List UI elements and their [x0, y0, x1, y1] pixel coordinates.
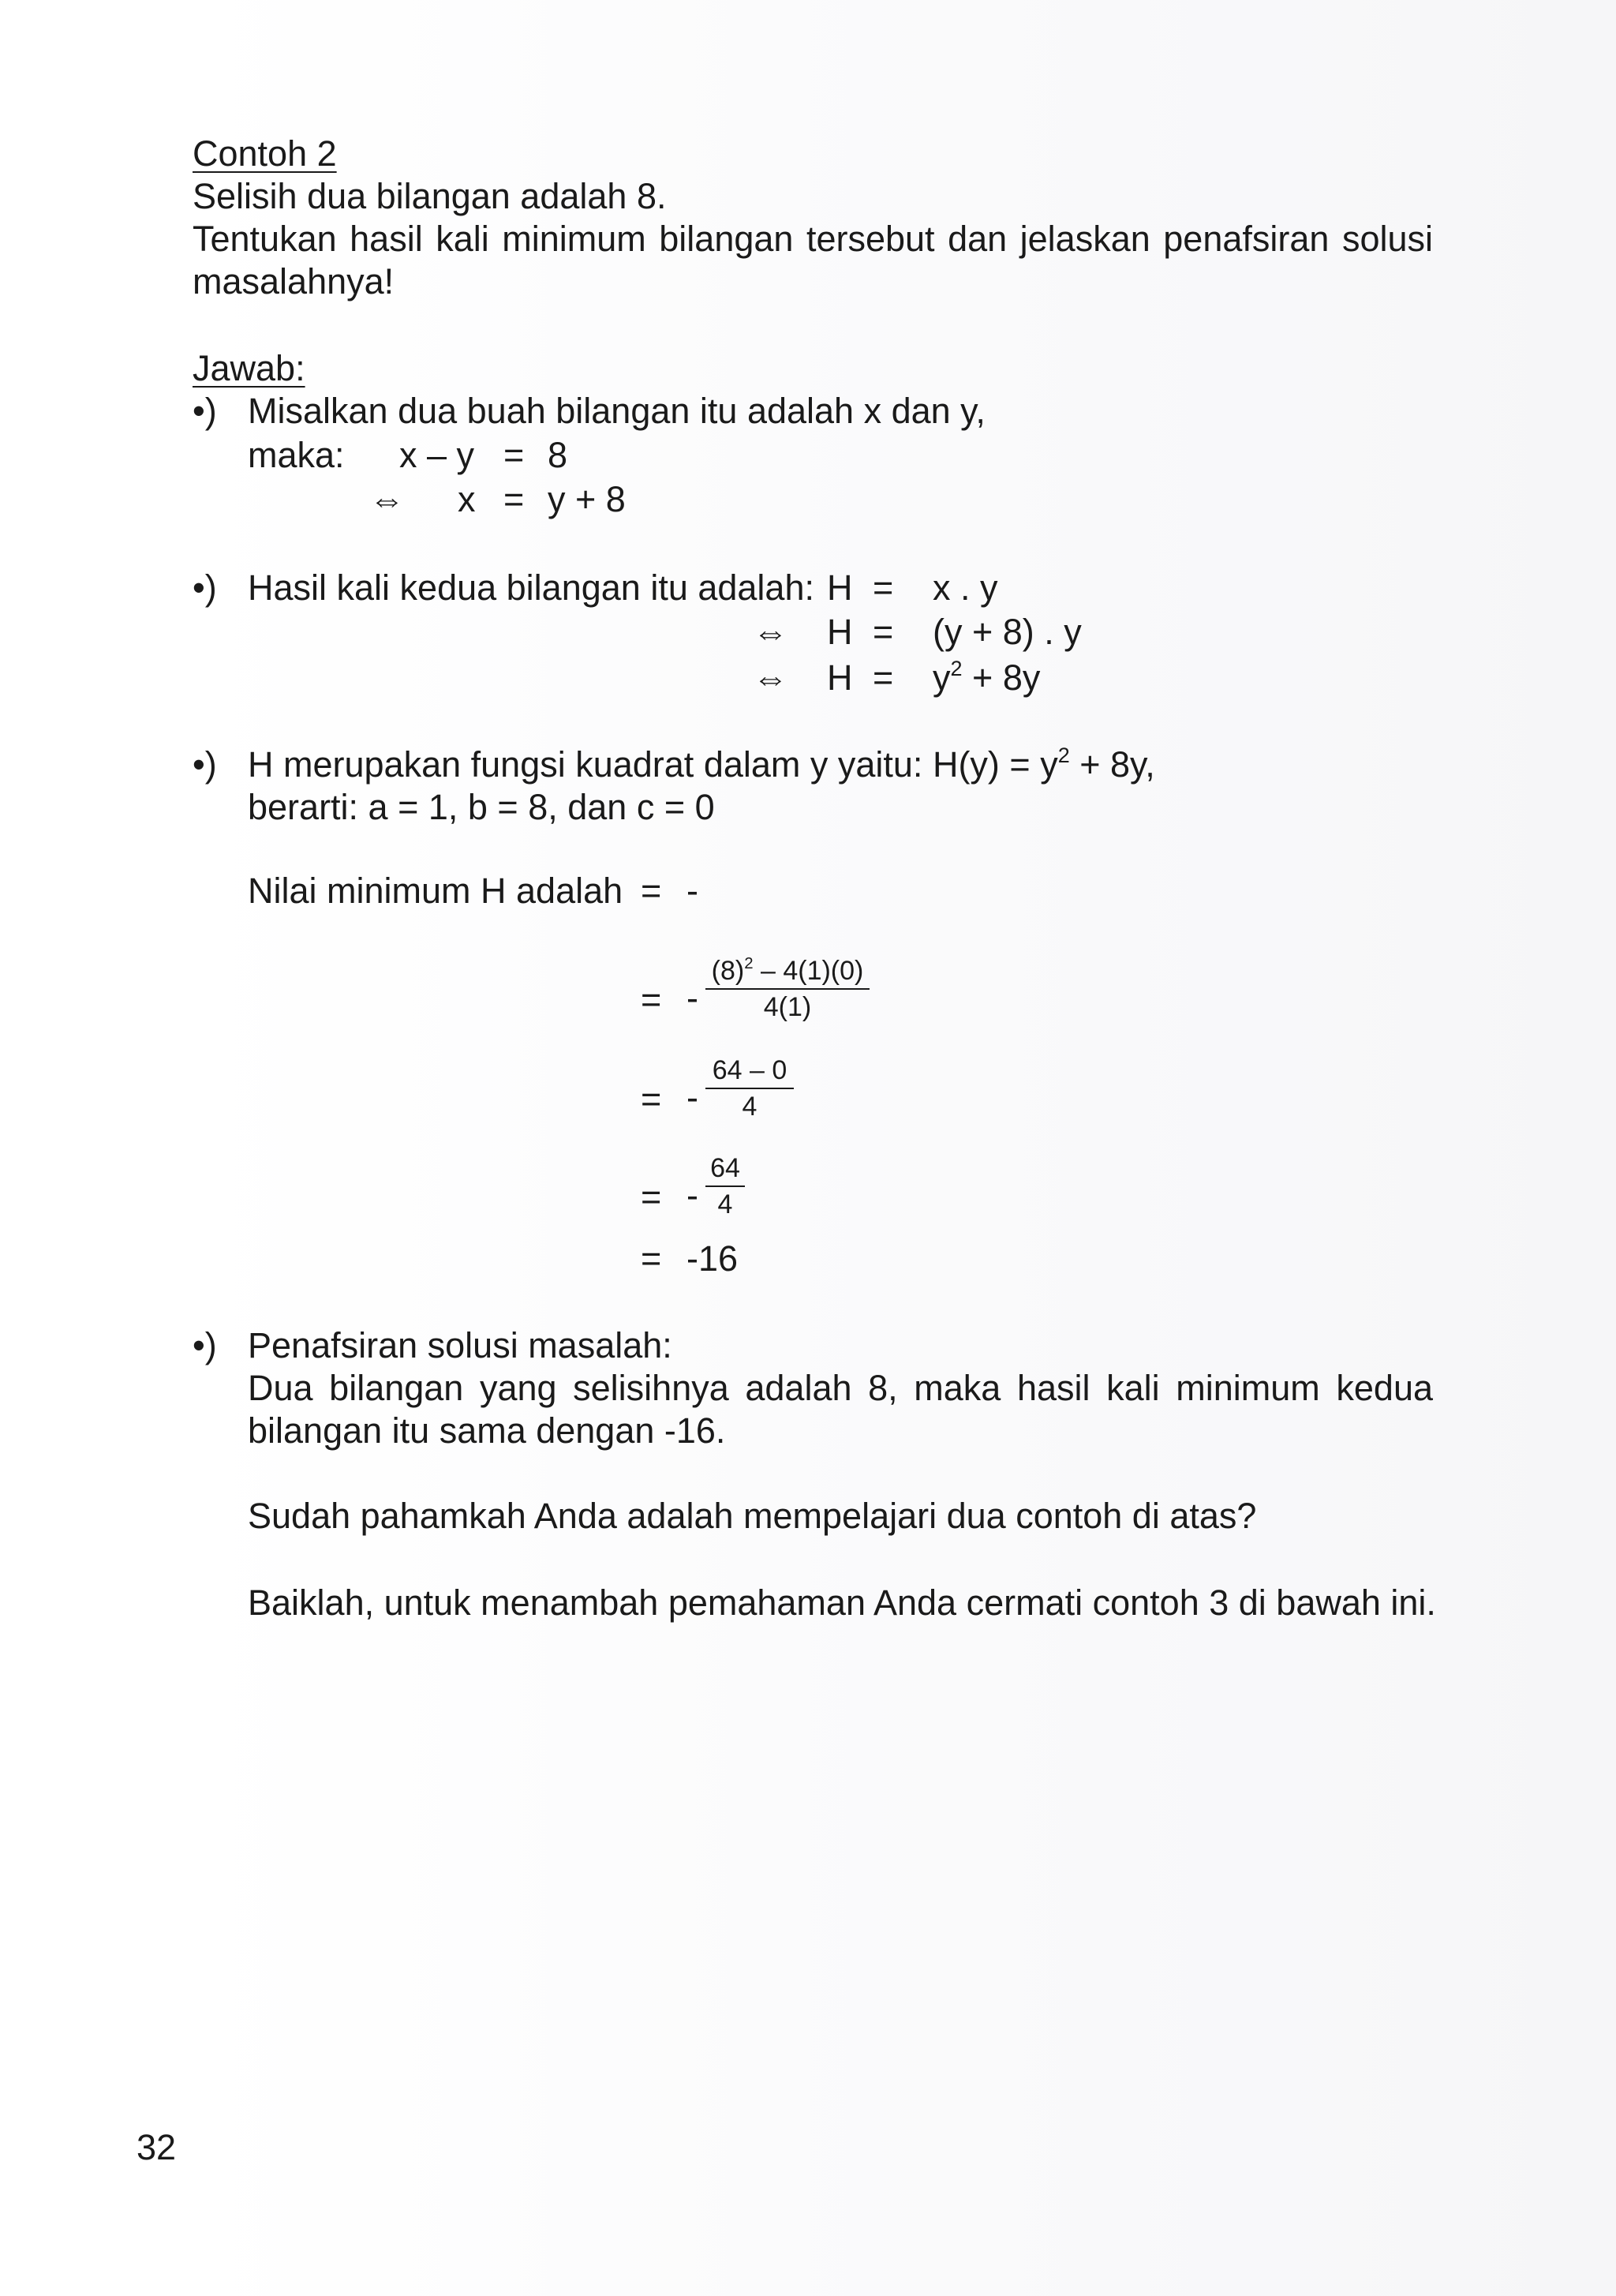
step2-rhs-2: (y + 8) . y: [933, 612, 1082, 652]
minimum-label: Nilai minimum H adalah: [248, 871, 623, 911]
equivalence-icon: ⇔: [753, 612, 788, 652]
page-number: 32: [137, 2127, 177, 2167]
min-equals-3: =: [641, 1177, 662, 1217]
min-minus-0: -: [686, 871, 698, 911]
min-equals-1: =: [641, 979, 662, 1020]
min-minus-1: -: [686, 978, 698, 1018]
example-heading: Contoh 2: [193, 133, 337, 174]
min-minus-3: -: [686, 1175, 698, 1215]
step1-eq2-equals: =: [503, 479, 525, 519]
bullet-3: •): [193, 744, 217, 785]
closing-text: Baiklah, untuk menambah pemahaman Anda cermati contoh 3 di bawah ini.: [248, 1582, 1436, 1623]
fraction-2-denominator: 4: [742, 1092, 758, 1122]
step2-lhs-2: H: [827, 612, 853, 652]
step2-equals-2: =: [873, 612, 894, 652]
answer-label: Jawab:: [193, 348, 305, 388]
step1-eq2-rhs: y + 8: [548, 479, 626, 519]
step1-eq2-lhs: x: [458, 479, 476, 519]
min-equals-4: =: [641, 1238, 662, 1279]
bullet-4: •): [193, 1325, 217, 1365]
question-text: Sudah pahamkah Anda adalah mempelajari dua contoh di atas?: [248, 1496, 1257, 1536]
step2-equals-3: =: [873, 657, 894, 698]
step2-rhs-1: x . y: [933, 567, 998, 608]
min-equals-2: =: [641, 1079, 662, 1119]
fraction-2: [705, 1053, 794, 1124]
step1-text: Misalkan dua buah bilangan itu adalah x dan y,: [248, 391, 986, 431]
interpretation-title: Penafsiran solusi masalah:: [248, 1325, 672, 1365]
step2-equals-1: =: [873, 567, 894, 608]
step3-line-2: berarti: a = 1, b = 8, dan c = 0: [248, 787, 715, 827]
fraction-3: [705, 1151, 745, 1222]
fraction-1-denominator: 4(1): [763, 992, 812, 1022]
equivalence-icon: ⇔: [369, 479, 405, 519]
fraction-3-numerator: 64: [710, 1153, 740, 1183]
problem-line-2: Tentukan hasil kali minimum bilangan tersebut dan jelaskan penafsiran solusi masalahnya!: [193, 219, 1433, 302]
interpretation-text: Dua bilangan yang selisihnya adalah 8, maka hasil kali minimum kedua bilangan itu sama dengan -16.: [248, 1368, 1433, 1451]
bullet-2: •): [193, 567, 217, 608]
min-minus-2: -: [686, 1077, 698, 1118]
step1-eq1-rhs: 8: [548, 435, 568, 475]
problem-line-1: Selisih dua bilangan adalah 8.: [193, 176, 667, 216]
step1-maka: maka:: [248, 435, 345, 475]
fraction-3-denominator: 4: [717, 1189, 733, 1219]
step2-rhs-3: $y^2 + 8y$: [933, 657, 1041, 698]
step1-eq1-equals: =: [503, 435, 525, 475]
step1-eq1-lhs: x – y: [399, 435, 475, 475]
min-equals-0: =: [641, 871, 662, 911]
page-shading: [197, 0, 1616, 2296]
bullet-1: •): [193, 391, 217, 431]
fraction-1-numerator: $(8)^2 - 4(1)(0)$: [711, 954, 864, 986]
equivalence-icon: ⇔: [753, 657, 788, 698]
step2-lhs-1: H: [827, 567, 853, 608]
step3-line-1: H merupakan fungsi kuadrat dalam y yaitu: $H(y) = y^2 + 8y$,: [248, 743, 1155, 785]
fraction-2-numerator: 64 – 0: [712, 1055, 787, 1085]
step2-text: Hasil kali kedua bilangan itu adalah:: [248, 567, 814, 608]
step2-lhs-3: H: [827, 657, 853, 698]
fraction-1: [705, 953, 870, 1024]
minimum-result: -16: [686, 1238, 739, 1279]
